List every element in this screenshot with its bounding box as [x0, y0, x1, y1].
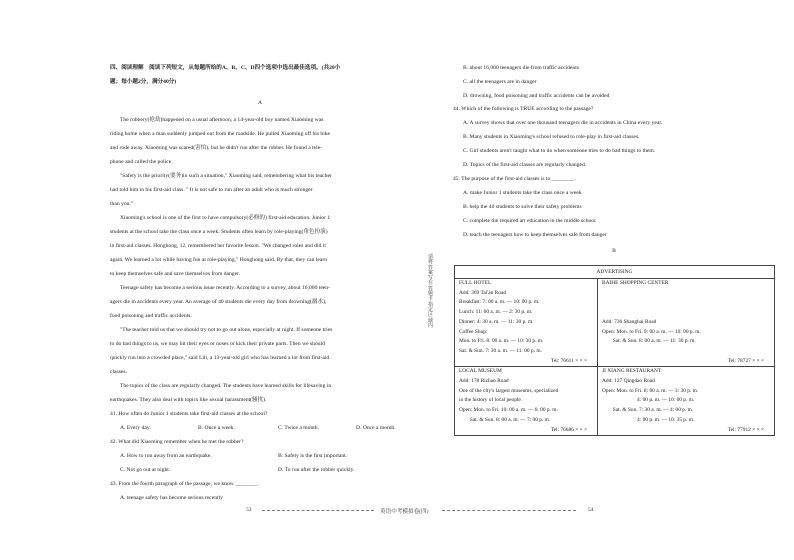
passage-line: had told him in his first-aid class. " It is not safe to run after an adult who is much stronger [110, 187, 313, 193]
ad-line: Add: 369 Tai'an Road [459, 289, 507, 296]
option-c[interactable]: C. Girl students aren't taught what to do when someone tries to do bad things to them. [463, 148, 656, 154]
question-stem: 41. How often do Junior 1 students take first-aid classes at the school? [110, 411, 268, 417]
ad-line: JI XIANG RESTAURANT [602, 368, 662, 375]
jixiang-cell [598, 367, 775, 436]
ad-line: in the history of local people. [459, 397, 523, 404]
notice-char: 定 [428, 306, 434, 313]
passage-line: The topics of the class are regularly changed. The students have learned skills for lifesaving in [120, 383, 332, 389]
ad-line: One of the city's largest museums, specialized [459, 387, 559, 394]
passage-line: quickly run into a crowded place," said Lili, a 13-year-old girl who has learned a lot from first-aid [110, 355, 330, 361]
option-a[interactable]: A. make Junior 1 students take the class once a week [463, 190, 582, 196]
option-b[interactable]: B. Many students in Xiaoming's school refused to role-play in first-aid classes. [463, 134, 640, 140]
option-a[interactable]: A. A survey shows that over one thousand teenagers die in accidents in China every year. [463, 120, 663, 126]
question-stem: 43. From the fourth paragraph of the passage, we know ________. [110, 481, 259, 487]
option-d[interactable]: D. Once a month. [356, 425, 396, 431]
notice-char: 案 [428, 269, 434, 276]
ad-line: Sat. & Sun. 7: 30 a. m. — 4: 00 p. m. [602, 407, 694, 414]
page-number-right: 54 [588, 507, 594, 513]
passage-line: "Safety is the priority(要务)in such a situation," Xiaoming said, remembering what his teacher [120, 173, 332, 179]
passage-line: than you." [110, 201, 134, 207]
passage-line: and rode away. Xiaoming was scared(害怕), but he didn't run after the robber. He found a tele- [110, 145, 323, 151]
ad-line: 4: 00 p. m. — 10: 35 p. m. [602, 416, 695, 423]
ad-line: Sat. & Sun. 8: 00 a. m. — 7: 00 p. m. [459, 416, 551, 423]
passage-line: classes. [110, 369, 127, 375]
ad-line: Mon. to Fri. 8: 00 a. m. — 10: 30 p. m. [459, 338, 544, 345]
section-title-cont: 题；每小题2分，满分40分) [110, 79, 177, 85]
passage-line: Xiaoming's school is one of the first to have compulsory(必修的) first-aid education. Junior 1 [120, 215, 331, 221]
notice-char: 将 [428, 259, 434, 266]
option-b[interactable]: B. Once a week. [198, 425, 235, 431]
option-b[interactable]: B. Safety is the first important. [278, 453, 348, 459]
notice-char: 答 [428, 285, 434, 292]
passage-line: agers die in accidents every year. An average of 40 students die every day from drowning(溺水), [110, 299, 327, 305]
passage-line: Teenage safety has become a serious issue recently. According to a survey, about 16,000 teen- [120, 285, 330, 291]
answer-sheet-notice [428, 255, 432, 329]
notice-char: 题 [428, 291, 434, 298]
ad-line: Lunch: 11: 00 a. m. — 2: 30 p. m. [459, 309, 533, 316]
notice-char: 答 [428, 264, 434, 271]
page-number-left: 53 [246, 507, 252, 513]
notice-char: 指 [428, 301, 434, 308]
advertising-heading: ADVERTISING [455, 266, 775, 279]
option-c[interactable]: C. complete the required art education in the middle school [463, 218, 596, 224]
passage-line: The robbery(抢劫)happened on a usual afternoon, a 14-year-old boy named Xiaoming was [120, 117, 324, 123]
ad-line: Add: 736 Shanghai Road [602, 318, 657, 325]
notice-char: 区 [428, 312, 434, 319]
passage-line: to do bad things to us, we may hit their eyes or noses or kick their private parts. Then we should [110, 341, 325, 347]
passage-line: riding home when a man suddenly jumped out from the roadside. He pulled Xiaoming off his bike [110, 131, 331, 137]
passage-line: in first-aid classes. Honghong, 12, remembered her favorite lesson. "We changed roles and did it [110, 243, 326, 249]
option-b[interactable]: B. help the 40 students to solve their safety problems [463, 204, 582, 210]
footer-dash-left [262, 510, 374, 511]
passage-line: phone and called the police. [110, 159, 173, 165]
ad-line: Breakfast: 7: 00 a. m. — 10: 00 p. m. [459, 299, 540, 306]
section-title: 四、阅读理解 阅读下列短文，从每题所给的A、B、C、D四个选项中选出最佳选项。(共20小 [110, 65, 341, 71]
ad-line: BAIHE SHOPPING CENTER [602, 280, 669, 286]
notice-char: 内 [428, 322, 434, 329]
option-c[interactable]: C. Not go out at night. [120, 467, 171, 473]
ad-tel: Tel: 78727 × × × [727, 357, 764, 364]
passage-line: students at the school take the class once a week. Students often learn by role-playing(角色扮演) [110, 229, 328, 235]
option-d[interactable]: D. To run after the robber quickly. [278, 467, 355, 473]
ad-line: 4: 00 p. m. — 10: 00 p. m. [602, 397, 695, 404]
passage-line: to keep themselves safe and save themselves from danger. [110, 271, 241, 277]
question-stem: 42. What did Xiaoming remember when he met the robber? [110, 439, 244, 445]
option-d[interactable]: D. drowning, food poisoning and traffic accidents can be avoided [463, 93, 610, 99]
ad-line: Sat. & Sun. 7: 30 a. m. — 11: 00 p. m. [459, 347, 542, 354]
option-a[interactable]: A. Every day. [120, 425, 151, 431]
ad-line: Open: Mon. to Fri. 9: 00 a. m. — 10: 00 p. m. [602, 328, 701, 335]
ad-line: FULL HOTEL [459, 280, 492, 286]
passage-a-label: A [257, 100, 263, 106]
passage-line: "The teacher told us that we should try not to go out alone, especially at night. If someone tries [120, 327, 333, 333]
notice-char: 写 [428, 275, 434, 282]
baihe-cell [598, 279, 775, 367]
option-c[interactable]: C. all the teenagers are in danger [463, 79, 537, 85]
advertising-table [454, 265, 775, 436]
ad-line: Dinner: 4: 30 a. m. — 11: 30 p. m. [459, 318, 534, 325]
ad-line: Coffee Shop: [459, 328, 488, 335]
passage-line: again. We learned a lot while having fun at role-playing," Honghong said. By that, they can learn [110, 257, 328, 263]
option-c[interactable]: C. Twice a month. [278, 425, 319, 431]
notice-char: 卡 [428, 296, 434, 303]
notice-char: 在 [428, 280, 434, 287]
full-hotel-cell [455, 279, 598, 367]
notice-char: 请 [428, 254, 434, 260]
notice-char: 域 [428, 317, 434, 324]
option-d[interactable]: D. Topics of the first-aid classes are regularly changed. [463, 162, 587, 168]
ad-line: Open: Mon. to Fri. 8: 00 a. m. — 3: 30 p. m. [602, 387, 699, 394]
footer-dash-right [442, 510, 576, 511]
option-a[interactable]: A. teenage safety has become serious recently [120, 495, 223, 501]
ad-line: LOCAL MUSEUM [459, 368, 502, 375]
footer-title: 英语中考模拟卷(四) [380, 509, 429, 515]
ad-line: Add: 178 Rizhao Road [459, 378, 509, 385]
ad-tel: Tel: 76611 × × × [550, 357, 587, 364]
question-stem: 44. Which of the following is TRUE according to the passage? [453, 106, 594, 112]
option-d[interactable]: D. teach the teenagers how to keep themselves safe from danger [463, 232, 607, 238]
question-stem: 45. The purpose of the first-aid classes is to ________. [453, 176, 576, 182]
ad-line: Sat. & Sun. 8: 00 a. m. — 11: 30 p. m. [602, 338, 696, 345]
passage-line: earthquakes. They also deal with topics like sexual harassment(骚扰). [110, 397, 267, 403]
passage-line: food poisoning and traffic accidents. [110, 313, 192, 319]
option-b[interactable]: B. about 16,000 teenagers die from traffic accidents [463, 65, 579, 71]
passage-b-label: B [612, 248, 616, 254]
option-a[interactable]: A. How to run away from an earthquake. [120, 453, 212, 459]
museum-cell [455, 367, 598, 436]
ad-line: Add: 127 Qingdao Road [602, 378, 655, 385]
ad-line: Open: Mon. to Fri. 10: 00 a. m. — 6: 00 p. m. [459, 407, 558, 414]
ad-tel: Tel: 77912 × × × [727, 426, 764, 433]
ad-tel: Tel: 76686 × × × [550, 426, 587, 433]
